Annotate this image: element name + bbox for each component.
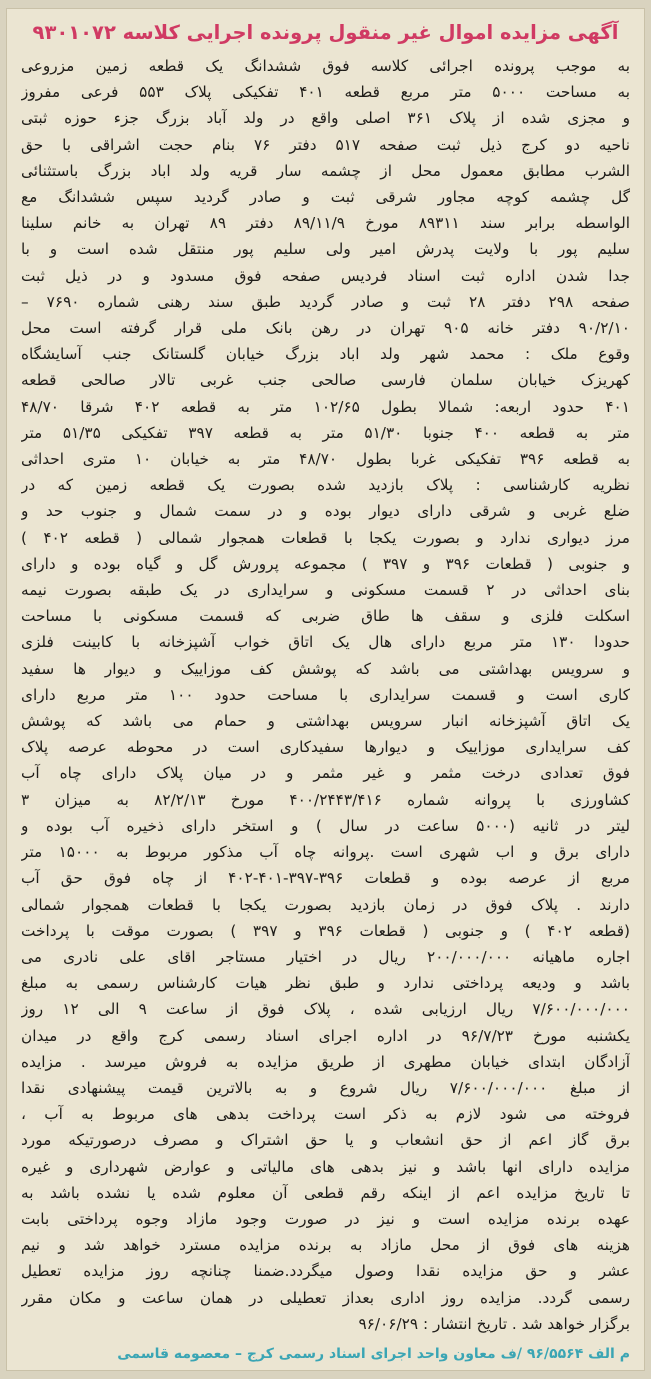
notice-line: صفحه ۲۹۸ دفتر ۲۸ ثبت و صادر گردید طبق سند رهنی شماره ۷۶۹۰ – <box>21 292 630 311</box>
notice-line: تا تاریخ مزایده اعم از اینکه رقم قطعی آن معلوم شده یا نشده باشد به <box>21 1183 630 1202</box>
notice-line: نظریه کارشناسی : پلاک بازدید شده بصورت یک قطعه زمین که در <box>21 476 630 495</box>
notice-line: مربع از عرصه بوده و قطعات ۳۹۶-۳۹۷-۴۰۱-۴۰۲ از چاه فوق حق آب <box>21 869 630 888</box>
notice-line: لیتر در ثانیه (۵۰۰۰ ساعت در سال ) و استخر دارای ذخیره آب بوده و <box>21 816 630 835</box>
notice-line: کف سرایداری موزاییک و دیوارها سفیدکاری است در محوطه عرصه پلاک <box>21 738 630 757</box>
notice-line: گل چشمه کوچه مجاور شرقی ثبت و صادر گردید سپس ششدانگ مع <box>21 188 630 207</box>
notice-line: رسمی گردد. مزایده روز اداری بعداز تعطیلی در همان ساعت و مکان مقرر <box>21 1288 630 1307</box>
notice-line: مزایده دارای انها باشد و نیز بدهی های مالیاتی و عوارض شهرداری و غیره <box>21 1157 630 1176</box>
notice-line: برگزار خواهد شد . تاریخ انتشار : ۹۶/۰۶/۲۹ <box>358 1314 630 1333</box>
notice-line: برق گاز اعم از حق انشعاب و یا حق اشتراک و مصرف درصورتیکه مورد <box>21 1131 630 1150</box>
notice-line: و جنوبی ( قطعات ۳۹۶ و ۳۹۷ ) مجموعه پرورش گل و گیاه بوده و دارای <box>21 554 630 573</box>
notice-line: ۹۰/۲/۱۰ دفتر خانه ۹۰۵ تهران در رهن بانک ملی قرار گرفته است محل <box>21 319 630 338</box>
notice-line: آزادگان ابتدای خیابان مطهری از طریق مزایده به فروش میرسد . مزایده <box>21 1052 630 1071</box>
notice-line: باشد و ودیعه پرداختی ندارد و طبق نظر هیات کارشناس رسمی به مبلغ <box>21 974 630 993</box>
notice-line: وقوع ملک : محمد شهر ولد اباد بزرگ خیابان گلستانک جنب آسایشگاه <box>21 345 630 364</box>
notice-line: کشاورزی با پروانه شماره ۴۰۰/۲۴۴۳/۴۱۶ مورخ ۸۲/۲/۱۳ به میزان ۳ <box>21 790 630 809</box>
notice-line: ۷/۶۰۰/۰۰۰/۰۰۰ ریال ارزیابی شده ، پلاک فوق از ساعت ۹ الی ۱۲ روز <box>21 1000 630 1019</box>
notice-line: اسکلت فلزی و سقف ها طاق ضربی که قسمت مسکونی با مساحت <box>21 607 630 626</box>
notice-line: ضلع غربی و شرقی دارای دیوار بوده و در سمت شمال و جنوب حد و <box>21 502 630 521</box>
notice-body <box>21 53 630 1337</box>
notice-line: الواسطه برابر سند ۸۹۳۱۱ مورخ ۸۹/۱۱/۹ دفتر ۸۹ تهران به خانم سلینا <box>21 214 630 233</box>
notice-line: (قطعه ۴۰۲ ) و جنوبی ( قطعات ۳۹۶ و ۳۹۷ ) بصورت موقت با پرداخت <box>21 921 630 940</box>
notice-line: اجاره ماهیانه ۲۰۰/۰۰۰/۰۰۰ ریال در اختیار مستاجر اقای علی نادری می <box>21 947 630 966</box>
notice-title: آگهی مزایده اموال غیر منقول پرونده اجرایی کلاسه ۹۳۰۱۰۷۲ <box>32 21 619 44</box>
notice-line: هزینه های فوق از محل مازاد به برنده مزایده مسترد خواهد شد و نیم <box>21 1236 630 1255</box>
notice-line: الشرب مطابق معمول محل از چشمه سار قریه ولد اباد بزرگ باستثنائی <box>21 161 630 180</box>
notice-line: کاری است و قسمت سرایداری با مساحت حدود ۱۰۰ متر مربع دارای <box>21 685 630 704</box>
notice-line: به موجب پرونده اجرائی کلاسه فوق ششدانگ یک قطعه زمین مزروعی <box>21 57 630 75</box>
notice-line: مرز دیواری ندارد و بصورت یکجا با قطعات همجوار شمالی ( قطعه ۴۰۲ ) <box>21 528 630 547</box>
notice-line: عهده برنده مزایده است و نیز در صورت وجود مازاد وجوه پرداختی بابت <box>21 1209 630 1228</box>
notice-line: و سرویس بهداشتی می باشد که پوشش کف موزاییک و دیوار ها سفید <box>21 659 630 678</box>
notice-line: دارای برق و اب شهری است .پروانه چاه آب مذکور مربوط به ۱۵۰۰۰ متر <box>21 843 630 862</box>
notice-line: و مجزی شده از پلاک ۳۶۱ اصلی واقع در ولد آباد بزرگ جزء حوزه ثبتی <box>21 109 630 128</box>
notice-line: ناحیه دو کرج ذیل ثبت صفحه ۵۱۷ دفتر ۷۶ بنام حجت اشراقی با حق <box>21 135 630 154</box>
notice-line: بنای احداثی در ۲ قسمت مسکونی و سرایداری در یک طبقه بصورت نیمه <box>21 581 630 600</box>
notice-line: ۴۰۱ حدود اربعه: شمالا بطول ۱۰۲/۶۵ متر به قطعه ۴۰۲ شرقا ۴۸/۷۰ <box>21 397 630 416</box>
notice-line: فروخته می شود لازم به ذکر است پرداخت بدهی های مربوط به آب ، <box>21 1105 630 1124</box>
notice-line: کهریزک خیابان سلمان فارسی صالحی جنب غربی تالار صالحی قطعه <box>21 371 630 390</box>
notice-line: فوق تعدادی درخت مثمر و غیر مثمر و در میان پلاک دارای چاه آب <box>21 764 630 783</box>
notice-line: یک اتاق آشپزخانه انبار سرویس بهداشتی و حمام می باشد که پوشش <box>21 712 630 731</box>
notice-line: سلیم پور با ولایت پدرش امیر ولی سلیم پور منتقل شده است و با <box>21 240 630 259</box>
notice-line: حدودا ۱۳۰ متر مربع دارای هال یک اتاق خواب آشپزخانه با کابینت فلزی <box>21 633 630 652</box>
notice-line: یکشنبه مورخ ۹۶/۷/۲۳ در اداره اجرای اسناد رسمی کرج واقع در میدان <box>21 1026 630 1045</box>
notice-line: به قطعه ۳۹۶ تفکیکی غربا بطول ۴۸/۷۰ متر به خیابان ۱۰ متری احداثی <box>21 450 630 469</box>
notice-line: از مبلغ ۷/۶۰۰/۰۰۰/۰۰۰ ریال شروع و به بالاترین قیمت پیشنهادی نقدا <box>21 1078 630 1097</box>
notice-line: دارند . پلاک فوق در زمان بازدید بصورت یکجا با قطعات همجوار شمالی <box>21 895 630 914</box>
notice-footer: م الف ۹۶/۵۵۶۴ /ف معاون واحد اجرای اسناد رسمی کرج – معصومه قاسمی <box>117 1346 630 1362</box>
newspaper-clipping <box>6 8 645 1371</box>
notice-line: به مساحت ۵۰۰۰ متر مربع قطعه ۴۰۱ تفکیکی پلاک ۵۵۳ فرعی مفروز <box>21 83 630 102</box>
notice-line: عشر و حق مزایده نقدا وصول میگردد.ضمنا چنانچه روز مزایده تعطیل <box>21 1262 630 1281</box>
notice-line: جدا شدن اداره ثبت اسناد فردیس صفحه فوق مسدود و در ذیل ثبت <box>21 266 630 285</box>
notice-line: متر به قطعه ۴۰۰ جنوبا ۵۱/۳۰ متر به قطعه ۳۹۷ تفکیکی ۵۱/۳۵ متر <box>21 423 630 442</box>
